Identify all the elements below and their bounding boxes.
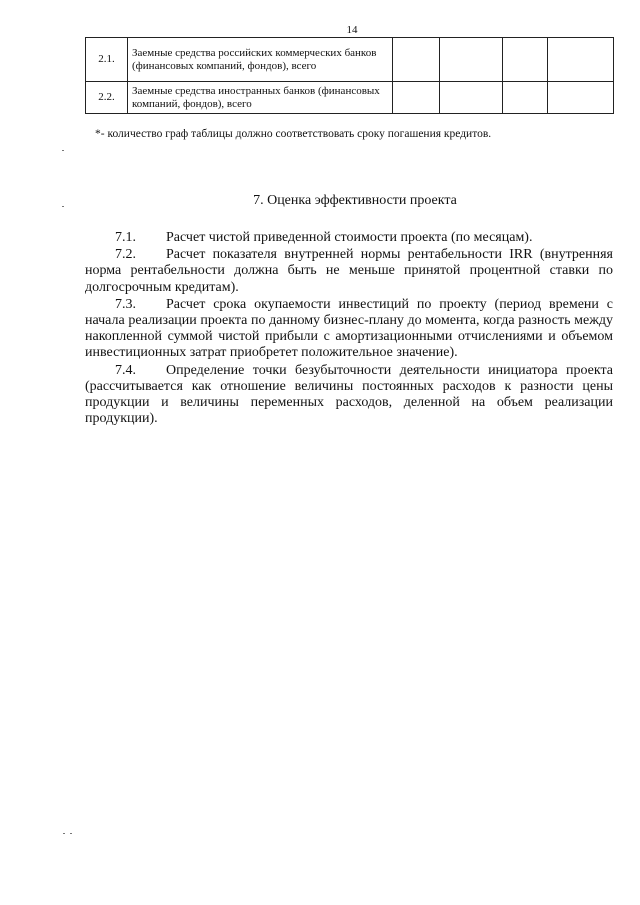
table-footnote: *- количество граф таблицы должно соответствовать сроку погашения кредитов. — [95, 128, 492, 140]
table-cell — [503, 82, 548, 114]
row-number: 2.1. — [86, 38, 128, 82]
table-cell — [440, 82, 503, 114]
paragraph-text: Определение точки безубыточности деятельности инициатора проекта (рассчитывается как отношение величины постоянных расходов к разности цены продукции и величины переменных расходов, деленной на объем реализации продукции). — [85, 362, 613, 427]
paragraph — [85, 247, 613, 296]
table-cell — [393, 38, 440, 82]
paragraph — [85, 230, 613, 246]
row-number: 2.2. — [86, 82, 128, 114]
scan-artifact — [62, 206, 64, 207]
section-body — [85, 230, 613, 428]
scan-artifact — [70, 833, 72, 834]
table-row — [86, 82, 614, 114]
paragraph-number: 7.4. — [115, 362, 136, 378]
table-row — [86, 38, 614, 82]
paragraph-text: Расчет чистой приведенной стоимости проекта (по месяцам). — [166, 230, 533, 245]
paragraph — [85, 363, 613, 428]
table-cell — [440, 38, 503, 82]
row-description: Заемные средства российских коммерческих банков (финансовых компаний, фондов), всего — [128, 38, 393, 82]
paragraph-number: 7.2. — [115, 247, 136, 263]
paragraph — [85, 297, 613, 362]
scan-artifact — [62, 150, 64, 151]
paragraph-text: Расчет срока окупаемости инвестиций по проекту (период времени с начала реализации проекта по данному бизнес-плану до момента, когда разность между накопленной суммой чистой прибыли с амортизационными отчислениями и объемом инвестиционных затрат приобретет положительное значение). — [85, 296, 613, 361]
table-cell — [393, 82, 440, 114]
table-cell — [548, 38, 614, 82]
page-number: 14 — [346, 24, 358, 36]
table-cell — [503, 38, 548, 82]
paragraph-number: 7.3. — [115, 296, 136, 312]
section-title: 7. Оценка эффективности проекта — [253, 193, 457, 208]
loan-sources-table — [85, 37, 614, 114]
row-description: Заемные средства иностранных банков (финансовых компаний, фондов), всего — [128, 82, 393, 114]
scan-artifact — [63, 833, 65, 834]
paragraph-number: 7.1. — [115, 230, 136, 245]
paragraph-text: Расчет показателя внутренней нормы рентабельности IRR (внутренняя норма рентабельности должна быть не меньше принятой процентной ставки по долгосрочным кредитам). — [85, 247, 613, 295]
table-cell — [548, 82, 614, 114]
